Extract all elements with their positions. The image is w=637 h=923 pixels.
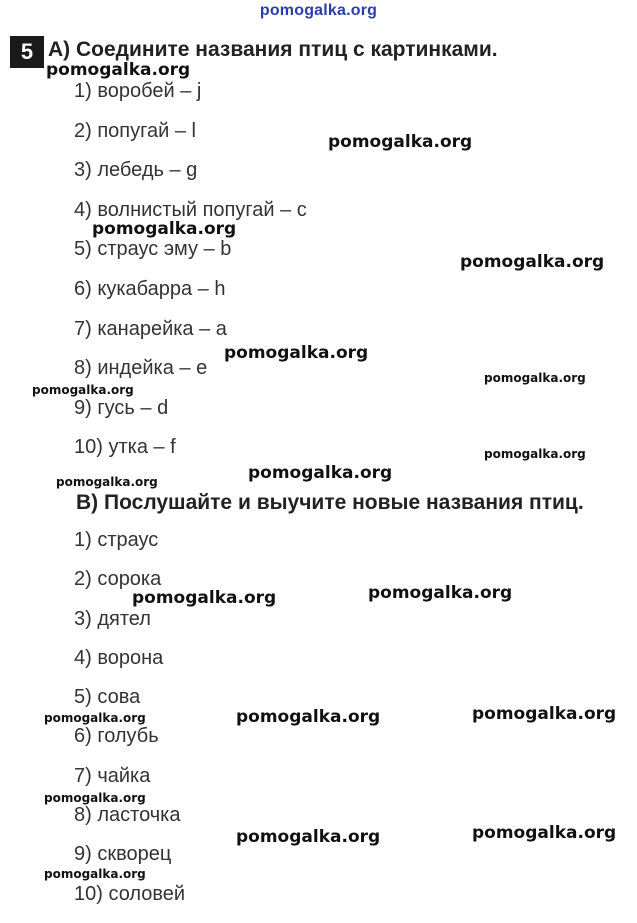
list-item: 8) индейка – e	[74, 357, 208, 380]
watermark: pomogalka.org	[44, 711, 146, 725]
list-item: 5) страус эму – b	[74, 238, 232, 261]
watermark: pomogalka.org	[236, 827, 381, 847]
watermark: pomogalka.org	[44, 867, 146, 881]
list-item: 3) дятел	[74, 607, 151, 630]
watermark: pomogalka.org	[472, 823, 617, 843]
watermark: pomogalka.org	[460, 252, 605, 272]
list-item: 6) кукабарра – h	[74, 277, 226, 300]
watermark: pomogalka.org	[92, 219, 237, 239]
exercise-number-badge: 5	[10, 36, 44, 68]
list-item: 10) утка – f	[74, 436, 176, 459]
section-a-heading: A) Соедините названия птиц с картинками.	[48, 38, 498, 61]
list-item: 10) соловей	[74, 882, 186, 905]
list-item: 9) гусь – d	[74, 396, 169, 419]
list-item: 3) лебедь – g	[74, 159, 198, 182]
list-item: 9) скворец	[74, 843, 172, 866]
watermark: pomogalka.org	[46, 60, 191, 80]
watermark: pomogalka.org	[472, 704, 617, 724]
watermark: pomogalka.org	[484, 447, 586, 461]
watermark: pomogalka.org	[236, 707, 381, 727]
watermark: pomogalka.org	[368, 583, 513, 603]
watermark: pomogalka.org	[328, 132, 473, 152]
watermark: pomogalka.org	[132, 588, 277, 608]
watermark: pomogalka.org	[32, 383, 134, 397]
list-item: 7) чайка	[74, 764, 151, 787]
section-b-heading: B) Послушайте и выучите новые названия птиц.	[76, 491, 584, 514]
list-item: 2) сорока	[74, 568, 162, 591]
list-item: 7) канарейка – a	[74, 317, 227, 340]
watermark: pomogalka.org	[484, 371, 586, 385]
header-watermark: pomogalka.org	[259, 2, 378, 19]
watermark: pomogalka.org	[224, 343, 369, 363]
watermark: pomogalka.org	[56, 475, 158, 489]
section-a-list	[74, 78, 307, 474]
list-item: 4) волнистый попугай – c	[74, 198, 307, 221]
list-item: 5) сова	[74, 686, 141, 709]
list-item: 1) воробей – j	[74, 80, 202, 102]
list-item: 8) ласточка	[74, 804, 181, 827]
list-item: 2) попугай – l	[74, 119, 196, 142]
watermark: pomogalka.org	[248, 463, 393, 483]
list-item: 4) ворона	[74, 646, 164, 669]
watermark: pomogalka.org	[44, 791, 146, 805]
list-item: 6) голубь	[74, 725, 159, 748]
list-item: 1) страус	[74, 529, 159, 551]
